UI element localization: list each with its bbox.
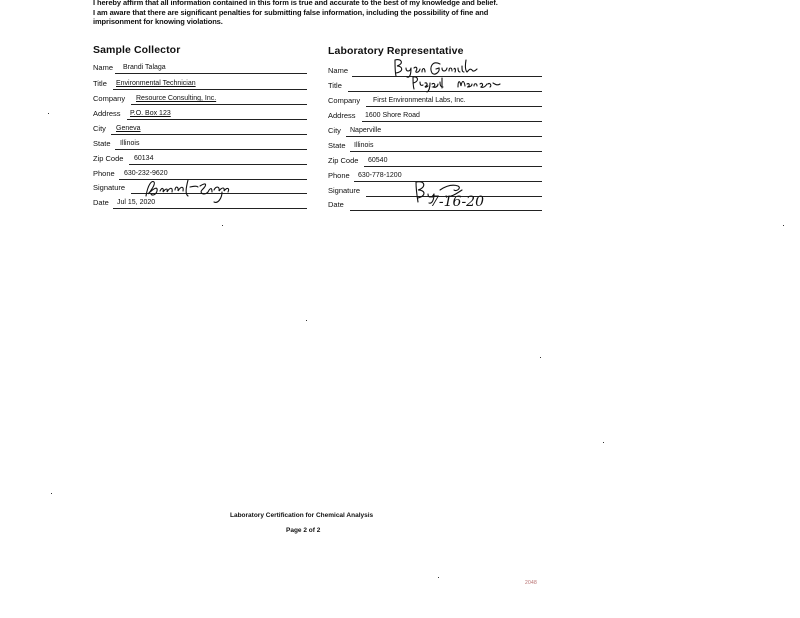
lab-company-label: Company (328, 96, 361, 105)
lab-signature-label: Signature (328, 186, 361, 195)
lab-address-value: 1600 Shore Road (365, 112, 420, 119)
lab-company-value: First Environmental Labs, Inc. (373, 97, 466, 104)
collector-address-row (93, 106, 307, 120)
collector-title-line (113, 89, 307, 90)
collector-phone-label: Phone (93, 169, 115, 178)
affirmation-line-3: imprisonment for knowing violations. (93, 17, 223, 26)
collector-name-label: Name (93, 63, 114, 72)
collector-zip-label: Zip Code (93, 154, 124, 163)
lab-address-line (362, 121, 542, 122)
collector-company-line (131, 104, 307, 105)
collector-city-row (93, 121, 307, 135)
scan-speck (222, 225, 223, 226)
collector-zip-value: 60134 (134, 155, 154, 162)
lab-city-line (346, 136, 542, 137)
collector-name-line (115, 73, 307, 74)
scan-speck (783, 225, 784, 226)
affirmation-line-1: I hereby affirm that all information contained in this form is true and accurate to the best of my knowledge and belief. (93, 0, 498, 7)
collector-signature-label: Signature (93, 183, 126, 192)
collector-city-label: City (93, 124, 106, 133)
collector-city-line (111, 134, 307, 135)
collector-name-row (93, 60, 307, 74)
lab-zip-row (328, 153, 542, 167)
collector-state-row (93, 136, 307, 150)
affirmation-statement (93, 0, 533, 27)
affirmation-line-2: I am aware that there are significant penalties for submitting false information, including the possibility of fine and (93, 7, 489, 17)
footer-page-number: Page 2 of 2 (286, 527, 321, 534)
scan-speck (603, 442, 604, 443)
lab-city-row (328, 123, 542, 137)
collector-date-label: Date (93, 198, 109, 207)
collector-zip-line (129, 164, 307, 165)
lab-title-label: Title (328, 81, 342, 90)
collector-company-value: Resource Consulting, Inc. (136, 95, 217, 102)
lab-city-value: Naperville (350, 127, 382, 134)
lab-state-value: Illinois (354, 142, 374, 149)
lab-company-line (366, 106, 542, 107)
collector-date-line (113, 208, 307, 209)
lab-phone-value: 630-778-1200 (358, 172, 402, 179)
lab-handwritten-title (410, 74, 506, 94)
scan-speck (306, 320, 307, 321)
collector-title-row (93, 76, 307, 90)
collector-title-label: Title (93, 79, 107, 88)
lab-zip-line (364, 166, 542, 167)
lab-date-value: 7-16-20 (430, 194, 484, 210)
lab-zip-value: 60540 (368, 157, 388, 164)
collector-state-value: Illinois (120, 140, 140, 147)
collector-address-label: Address (93, 109, 121, 118)
collector-address-line (127, 119, 307, 120)
lab-zip-label: Zip Code (328, 156, 359, 165)
scan-speck (48, 113, 49, 114)
lab-phone-label: Phone (328, 171, 350, 180)
collector-zip-row (93, 151, 307, 165)
collector-date-value: Jul 15, 2020 (117, 199, 156, 206)
sample-collector-heading: Sample Collector (93, 44, 181, 56)
lab-representative-heading: Laboratory Representative (328, 45, 464, 57)
scan-speck (51, 493, 52, 494)
collector-company-row (93, 91, 307, 105)
collector-company-label: Company (93, 94, 126, 103)
collector-name-value: Brandi Talaga (123, 64, 166, 71)
collector-state-label: State (93, 139, 111, 148)
collector-phone-value: 630-232-9620 (124, 170, 168, 177)
scan-speck (438, 577, 439, 578)
lab-company-row (328, 93, 542, 107)
lab-city-label: City (328, 126, 341, 135)
collector-signature (142, 174, 254, 206)
footer-document-title: Laboratory Certification for Chemical Analysis (230, 512, 374, 519)
collector-state-line (115, 149, 307, 150)
lab-name-label: Name (328, 66, 349, 75)
lab-date-label: Date (328, 200, 344, 209)
collector-title-value: Environmental Technician (116, 80, 196, 87)
lab-address-row (328, 108, 542, 122)
collector-address-value: P.O. Box 123 (130, 110, 171, 117)
lab-handwritten-date (428, 191, 504, 211)
lab-state-line (350, 151, 542, 152)
faint-stamp: 2048 (525, 580, 537, 586)
lab-state-row (328, 138, 542, 152)
lab-state-label: State (328, 141, 346, 150)
collector-city-value: Geneva (116, 125, 141, 132)
lab-address-label: Address (328, 111, 356, 120)
scan-speck (540, 357, 541, 358)
